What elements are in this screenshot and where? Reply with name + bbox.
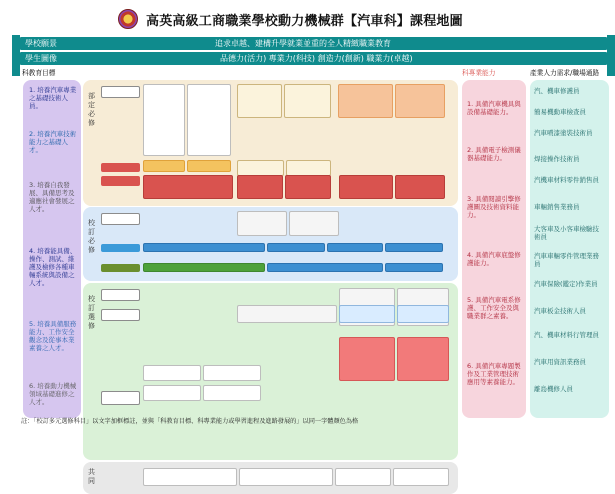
practical-subject-label bbox=[101, 176, 140, 186]
goal-4: 4. 培養能具備、操作、測試、維護及檢修各種車輛系統與設備之人才。 bbox=[29, 247, 77, 287]
course-block bbox=[267, 263, 383, 272]
goal-2: 2. 培養汽車技術能力之基礎人才。 bbox=[29, 130, 77, 154]
industry-item-11: 汽、機車材料行管理員 bbox=[534, 331, 599, 339]
course-block bbox=[237, 175, 283, 199]
course-block bbox=[339, 337, 395, 381]
school-vision-label: 學校願景 bbox=[25, 39, 57, 48]
education-goals-panel bbox=[23, 80, 81, 418]
school-professional-label bbox=[101, 244, 140, 252]
industry-item-8: 汽車車輛零件管理業務員 bbox=[534, 252, 599, 268]
course-block bbox=[385, 243, 443, 252]
ability-5: 5. 具備汽車電系修護、工作安全及與職業群之素養。 bbox=[467, 296, 521, 320]
student-image-value: 品德力(活力) 專業力(科技) 創造力(創新) 職業力(卓越) bbox=[220, 54, 413, 63]
ability-1: 1. 具備汽車機具與設備基礎能力。 bbox=[467, 100, 521, 116]
course-block bbox=[237, 211, 287, 236]
section-label-2: 校訂必修 bbox=[88, 219, 95, 254]
left-header: 科教育目標 bbox=[22, 69, 56, 77]
school-general-label bbox=[101, 213, 140, 225]
course-block bbox=[187, 84, 231, 156]
course-block bbox=[143, 385, 201, 401]
course-block bbox=[203, 385, 261, 401]
industry-item-12: 汽車用資訊業務員 bbox=[534, 358, 586, 366]
course-block bbox=[187, 160, 231, 172]
school-vision-band bbox=[20, 37, 607, 50]
course-block bbox=[285, 175, 331, 199]
general-subject-label bbox=[101, 86, 140, 98]
course-block bbox=[335, 468, 391, 486]
course-block bbox=[143, 243, 265, 252]
course-block bbox=[395, 84, 445, 118]
course-block bbox=[203, 365, 261, 381]
industry-item-4: 焊接操作技術員 bbox=[534, 155, 580, 163]
course-block bbox=[143, 160, 185, 172]
course-block bbox=[397, 305, 449, 323]
student-image-band bbox=[20, 52, 607, 65]
ability-6: 6. 具備汽車專題製作及工業管理技術應用等素養能力。 bbox=[467, 362, 521, 386]
goal-3: 3. 培養自我發展、具備思考及適應社會發展之人才。 bbox=[29, 181, 75, 213]
page-title bbox=[118, 8, 538, 30]
title-text: 高英高級工商職業學校動力機械群【汽車科】課程地圖 bbox=[146, 13, 463, 29]
industry-item-7: 大客車及小客車檢驗技術員 bbox=[534, 225, 599, 241]
course-block bbox=[239, 468, 333, 486]
required-section bbox=[83, 80, 458, 206]
right-b-header: 產業人力需求/職場通路 bbox=[530, 69, 600, 77]
right-a-header: 科專業能力 bbox=[462, 69, 496, 77]
course-block bbox=[284, 84, 331, 118]
section-label-1: 部定必修 bbox=[88, 92, 95, 127]
left-accent bbox=[12, 35, 20, 76]
footnote: 註：「校訂多元選修科目」以文字加框標註，並與「科教育目標、科專業能力或學習進程及進路發展的」以同一字體顏色為格 bbox=[21, 418, 359, 425]
elective-general-label bbox=[101, 289, 140, 301]
course-block bbox=[143, 468, 237, 486]
ability-2: 2. 具備電子檢測儀器基礎能力。 bbox=[467, 146, 521, 162]
professional-ability-panel bbox=[462, 80, 526, 418]
industry-item-6: 車輛銷售業務員 bbox=[534, 203, 580, 211]
course-block bbox=[143, 263, 265, 272]
course-block bbox=[339, 175, 393, 199]
course-block bbox=[237, 84, 282, 118]
course-block bbox=[397, 337, 449, 381]
industry-item-9: 汽車保險(鑑定)作業員 bbox=[534, 280, 598, 288]
section-label-3: 校訂選修 bbox=[88, 295, 95, 330]
industry-item-3: 汽車噴漆塗裝技術員 bbox=[534, 129, 593, 137]
industry-item-1: 汽、機車修護員 bbox=[534, 87, 580, 95]
goal-5: 5. 培養具備服務能力、工作安全觀念及從事本業素養之人才。 bbox=[29, 320, 77, 352]
course-block bbox=[143, 84, 185, 156]
course-block bbox=[286, 160, 331, 176]
industry-item-10: 汽車板金技術人員 bbox=[534, 307, 586, 315]
course-block bbox=[339, 305, 395, 323]
school-required-section bbox=[83, 207, 458, 281]
course-block bbox=[327, 243, 383, 252]
course-block bbox=[385, 263, 443, 272]
course-block bbox=[237, 305, 337, 323]
course-block bbox=[237, 160, 284, 176]
school-vision-value: 追求卓越、建構升學就業並重的全人精緻職業教育 bbox=[215, 39, 391, 48]
professional-subject-label bbox=[101, 163, 140, 172]
goal-1: 1. 培養汽車專業之基礎技術人員。 bbox=[29, 86, 77, 110]
elective-professional-label bbox=[101, 309, 140, 321]
section-label-4: 共同 bbox=[88, 468, 95, 485]
course-block bbox=[267, 243, 325, 252]
goal-6: 6. 培養動力機械領域基礎進修之人才。 bbox=[29, 382, 77, 406]
student-image-label: 學生圖像 bbox=[25, 54, 57, 63]
industry-item-2: 簡易機動車檢查員 bbox=[534, 108, 586, 116]
course-block bbox=[338, 84, 393, 118]
common-section bbox=[83, 462, 458, 494]
ability-4: 4. 具備汽車底盤修護能力。 bbox=[467, 251, 521, 267]
industry-demand-panel bbox=[530, 80, 609, 418]
course-block bbox=[393, 468, 449, 486]
course-block bbox=[143, 175, 233, 199]
course-block bbox=[395, 175, 445, 199]
school-seal-icon bbox=[118, 9, 138, 29]
ability-3: 3. 具備閱讀引擎修護圖及技術資料能力。 bbox=[467, 195, 521, 219]
school-elective-section bbox=[83, 283, 458, 460]
course-block bbox=[143, 365, 201, 381]
elective-practical-label bbox=[101, 391, 140, 405]
course-block bbox=[289, 211, 339, 236]
industry-item-13: 離島機修人員 bbox=[534, 385, 573, 393]
school-practical-label bbox=[101, 264, 140, 272]
industry-item-5: 汽機車材料零件銷售員 bbox=[534, 176, 599, 184]
